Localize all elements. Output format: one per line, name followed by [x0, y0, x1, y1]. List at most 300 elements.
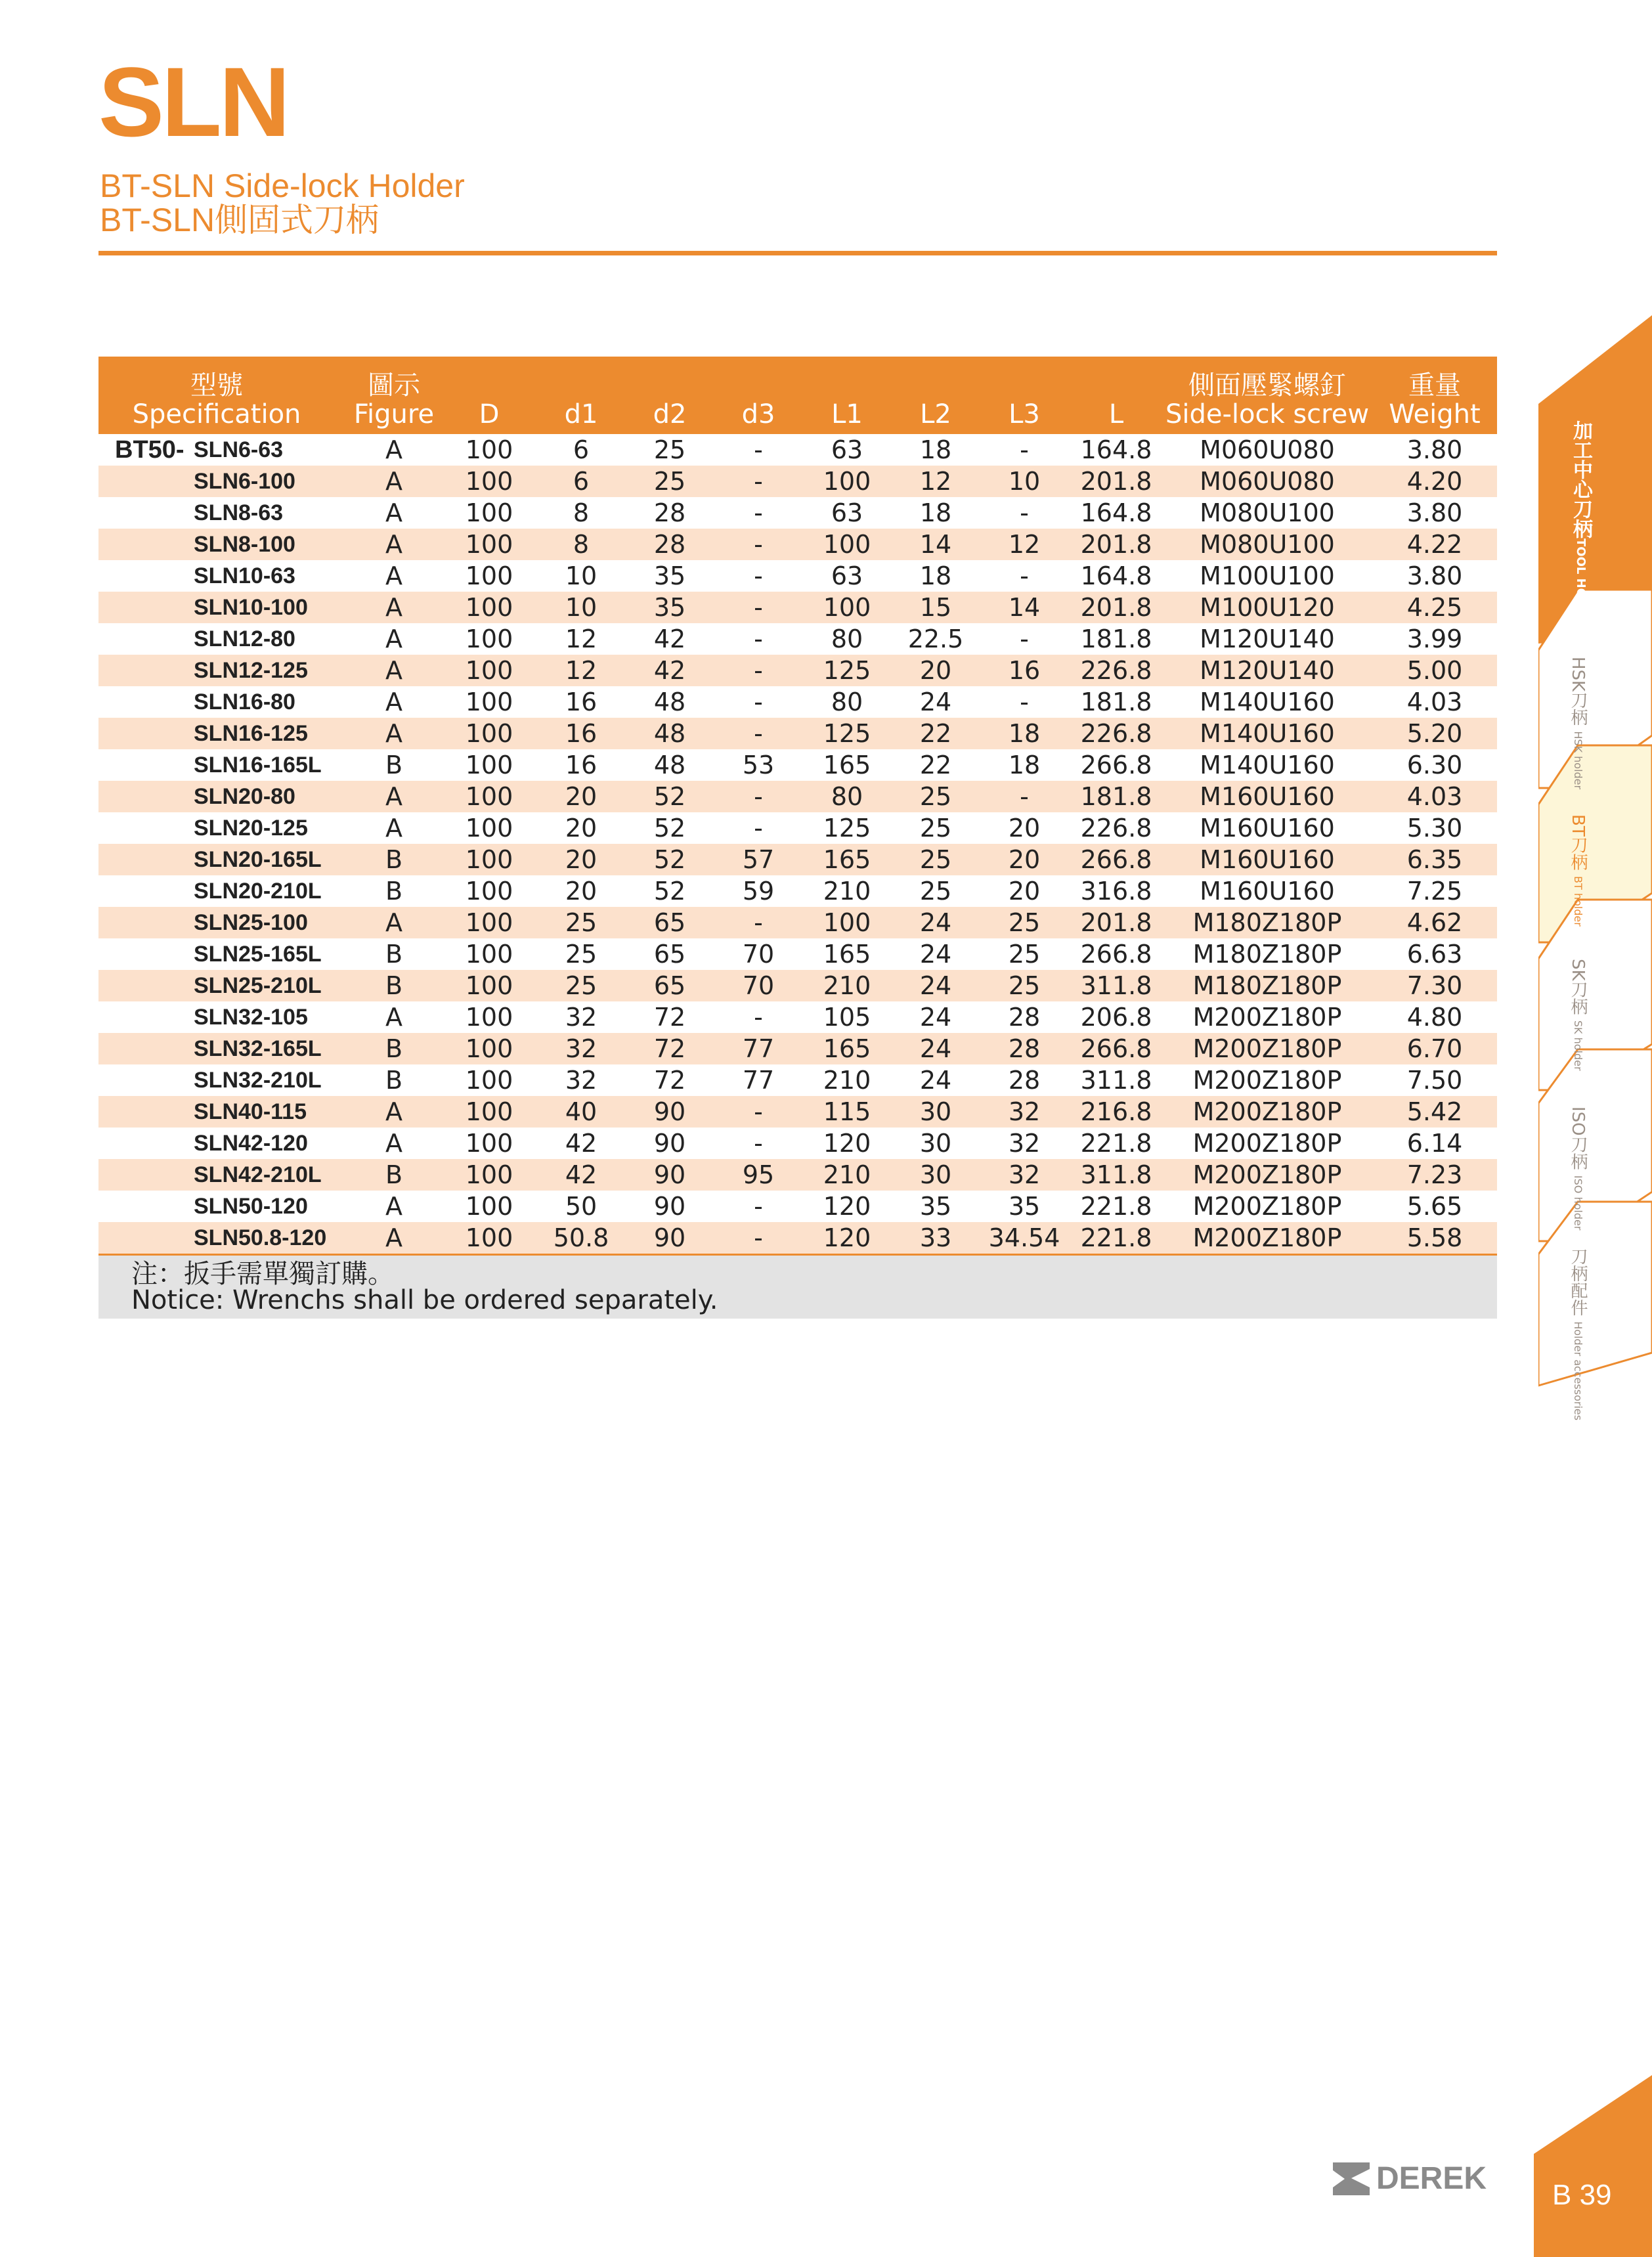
cell-L2: 33 [919, 1223, 952, 1252]
cell-d2: 52 [653, 782, 686, 811]
cell-L1: 165 [823, 940, 871, 969]
cell-spec: SLN42-210L [194, 1162, 322, 1187]
cell-screw: M140U160 [1200, 719, 1335, 748]
cell-D: 100 [465, 656, 513, 685]
cell-d3: 77 [742, 1066, 775, 1095]
cell-D: 100 [465, 971, 513, 1000]
cell-L3: - [1020, 688, 1029, 716]
cell-weight: 5.42 [1406, 1097, 1463, 1126]
cell-L: 311.8 [1080, 1066, 1152, 1095]
cell-L3: 16 [1008, 656, 1041, 685]
cell-figure: A [385, 530, 402, 559]
cell-figure: A [385, 1003, 402, 1032]
cell-L3: 20 [1008, 845, 1041, 874]
cell-spec: SLN32-165L [194, 1036, 322, 1061]
cell-L3: - [1020, 782, 1029, 811]
cell-d1: 50.8 [553, 1223, 609, 1252]
model-prefix: BT50- [115, 436, 185, 464]
cell-L1: 210 [823, 971, 871, 1000]
cell-d3: - [754, 467, 763, 496]
cell-figure: A [385, 1192, 402, 1221]
cell-d1: 40 [565, 1097, 598, 1126]
cell-screw: M200Z180P [1192, 1129, 1342, 1158]
cell-L2: 18 [919, 498, 952, 527]
cell-d2: 90 [653, 1097, 686, 1126]
cell-weight: 7.30 [1406, 971, 1463, 1000]
cell-d1: 25 [565, 971, 598, 1000]
cell-screw: M080U100 [1200, 498, 1335, 527]
cell-D: 100 [465, 814, 513, 843]
cell-L2: 22 [919, 751, 952, 779]
cell-d2: 52 [653, 814, 686, 843]
cell-L3: 18 [1008, 719, 1041, 748]
cell-figure: A [385, 1097, 402, 1126]
cell-screw: M140U160 [1200, 688, 1335, 716]
cell-d3: - [754, 656, 763, 685]
cell-d1: 12 [565, 625, 598, 653]
cell-d3: 57 [742, 845, 775, 874]
cell-L3: - [1020, 561, 1029, 590]
cell-weight: 3.80 [1406, 435, 1463, 464]
cell-L1: 125 [823, 656, 871, 685]
cell-L3: 12 [1008, 530, 1041, 559]
cell-figure: A [385, 656, 402, 685]
cell-L1: 120 [823, 1192, 871, 1221]
cell-L1: 115 [823, 1097, 871, 1126]
cell-L: 181.8 [1080, 782, 1152, 811]
cell-L3: 18 [1008, 751, 1041, 779]
cell-L: 266.8 [1080, 940, 1152, 969]
cell-L1: 105 [823, 1003, 871, 1032]
cell-weight: 6.14 [1406, 1129, 1463, 1158]
cell-L: 221.8 [1080, 1192, 1152, 1221]
table-row [98, 781, 1497, 812]
header-screw-en: Side-lock screw [1165, 399, 1370, 429]
cell-L1: 63 [831, 498, 863, 527]
cell-d3: - [754, 1097, 763, 1126]
cell-weight: 5.30 [1406, 814, 1463, 843]
cell-figure: A [385, 561, 402, 590]
table-row [98, 623, 1497, 655]
cell-figure: A [385, 498, 402, 527]
cell-spec: SLN50.8-120 [194, 1225, 327, 1250]
cell-figure: A [385, 719, 402, 748]
cell-d2: 42 [653, 656, 686, 685]
cell-L: 201.8 [1080, 467, 1152, 496]
table-row [98, 718, 1497, 749]
cell-d2: 48 [653, 751, 686, 779]
cell-L2: 24 [919, 908, 952, 937]
cell-L2: 20 [919, 656, 952, 685]
table-row [98, 560, 1497, 592]
cell-L1: 125 [823, 814, 871, 843]
cell-screw: M200Z180P [1192, 1097, 1342, 1126]
cell-weight: 7.23 [1406, 1160, 1463, 1189]
cell-spec: SLN20-165L [194, 847, 322, 872]
cell-L2: 12 [919, 467, 952, 496]
notice-box [98, 1256, 1497, 1319]
cell-d2: 90 [653, 1129, 686, 1158]
cell-d3: - [754, 1223, 763, 1252]
cell-d1: 20 [565, 877, 598, 906]
cell-D: 100 [465, 530, 513, 559]
cell-L: 221.8 [1080, 1129, 1152, 1158]
cell-d1: 10 [565, 593, 598, 622]
cell-d2: 72 [653, 1034, 686, 1063]
cell-L1: 210 [823, 1160, 871, 1189]
cell-L2: 25 [919, 877, 952, 906]
cell-d1: 16 [565, 751, 598, 779]
cell-L2: 30 [919, 1160, 952, 1189]
table-row [98, 970, 1497, 1001]
header-L1: L1 [831, 399, 863, 429]
cell-weight: 4.20 [1406, 467, 1463, 496]
header-d3: d3 [741, 399, 775, 429]
cell-spec: SLN12-80 [194, 626, 295, 651]
cell-weight: 3.99 [1406, 625, 1463, 653]
cell-weight: 5.20 [1406, 719, 1463, 748]
cell-L3: 25 [1008, 908, 1041, 937]
cell-D: 100 [465, 845, 513, 874]
cell-D: 100 [465, 498, 513, 527]
cell-d3: - [754, 1129, 763, 1158]
cell-spec: SLN20-80 [194, 784, 295, 809]
cell-D: 100 [465, 1223, 513, 1252]
cell-spec: SLN16-165L [194, 753, 322, 778]
cell-d3: 53 [742, 751, 775, 779]
page-number: B 39 [1552, 2179, 1612, 2211]
header-L2: L2 [920, 399, 951, 429]
cell-L: 201.8 [1080, 908, 1152, 937]
cell-screw: M200Z180P [1192, 1034, 1342, 1063]
cell-d2: 48 [653, 688, 686, 716]
header-weight-zh: 重量 [1408, 370, 1461, 401]
cell-L: 201.8 [1080, 530, 1152, 559]
cell-D: 100 [465, 1097, 513, 1126]
cell-L3: 35 [1008, 1192, 1041, 1221]
table-row [98, 938, 1497, 970]
cell-L1: 210 [823, 877, 871, 906]
cell-L: 266.8 [1080, 845, 1152, 874]
cell-D: 100 [465, 561, 513, 590]
cell-L2: 24 [919, 688, 952, 716]
cell-spec: SLN25-165L [194, 942, 322, 967]
table-row [98, 1222, 1497, 1254]
cell-weight: 5.00 [1406, 656, 1463, 685]
cell-D: 100 [465, 877, 513, 906]
cell-d3: - [754, 435, 763, 464]
cell-L: 311.8 [1080, 971, 1152, 1000]
cell-screw: M160U160 [1200, 782, 1335, 811]
cell-d2: 25 [653, 435, 686, 464]
cell-L1: 63 [831, 561, 863, 590]
cell-figure: A [385, 688, 402, 716]
cell-weight: 6.35 [1406, 845, 1463, 874]
cell-d1: 16 [565, 688, 598, 716]
cell-L2: 24 [919, 1003, 952, 1032]
header-weight [1372, 357, 1497, 434]
cell-screw: M200Z180P [1192, 1003, 1342, 1032]
cell-screw: M160U160 [1200, 814, 1335, 843]
cell-spec: SLN32-105 [194, 1005, 308, 1030]
cell-figure: A [385, 908, 402, 937]
cell-weight: 3.80 [1406, 561, 1463, 590]
cell-D: 100 [465, 719, 513, 748]
cell-d2: 65 [653, 971, 686, 1000]
cell-d1: 20 [565, 814, 598, 843]
subtitle-en: BT-SLN Side-lock Holder [100, 167, 465, 204]
table-row [98, 592, 1497, 623]
cell-d2: 25 [653, 467, 686, 496]
cell-L2: 24 [919, 940, 952, 969]
cell-figure: B [385, 1034, 403, 1063]
cell-d1: 42 [565, 1129, 598, 1158]
cell-weight: 3.80 [1406, 498, 1463, 527]
cell-figure: A [385, 1129, 402, 1158]
table-row [98, 686, 1497, 718]
notice-zh: 注：扳手需單獨訂購。 [131, 1259, 394, 1289]
header-L: L [1108, 399, 1124, 429]
spec-table [98, 357, 1497, 1319]
cell-screw: M200Z180P [1192, 1160, 1342, 1189]
cell-D: 100 [465, 688, 513, 716]
cell-d2: 52 [653, 845, 686, 874]
category-sidebar [1538, 315, 1652, 1392]
sidebar-label-accessories: 刀柄配件 Holder accessories [1568, 1248, 1588, 1421]
cell-L3: 20 [1008, 877, 1041, 906]
cell-screw: M200Z180P [1192, 1223, 1342, 1252]
cell-d3: - [754, 688, 763, 716]
cell-figure: A [385, 435, 402, 464]
sidebar-active-label: 加工中心刀柄TOOL HOLDERS [1569, 420, 1592, 642]
cell-L3: 28 [1008, 1066, 1041, 1095]
cell-D: 100 [465, 467, 513, 496]
cell-L1: 80 [831, 688, 863, 716]
sidebar-label-iso: ISO刀柄 ISO holder [1568, 1107, 1588, 1231]
cell-screw: M100U100 [1200, 561, 1335, 590]
cell-spec: SLN20-210L [194, 879, 322, 904]
cell-figure: A [385, 467, 402, 496]
cell-figure: A [385, 814, 402, 843]
cell-d1: 32 [565, 1034, 598, 1063]
cell-weight: 5.65 [1406, 1192, 1463, 1221]
cell-d3: - [754, 1192, 763, 1221]
cell-D: 100 [465, 908, 513, 937]
cell-d2: 65 [653, 940, 686, 969]
cell-screw: M100U120 [1200, 593, 1335, 622]
sidebar-label-sk: SK刀柄 SK holder [1568, 959, 1588, 1071]
brand-logo [1333, 2160, 1487, 2197]
cell-spec: SLN12-125 [194, 658, 308, 683]
cell-d2: 35 [653, 561, 686, 590]
header-side-lock-screw [1162, 357, 1372, 434]
cell-L3: 32 [1008, 1129, 1041, 1158]
cell-figure: B [385, 1160, 403, 1189]
subtitle-zh: BT-SLN側固式刀柄 [100, 202, 380, 238]
cell-L1: 165 [823, 1034, 871, 1063]
table-row [98, 875, 1497, 907]
cell-L1: 80 [831, 625, 863, 653]
cell-weight: 4.03 [1406, 688, 1463, 716]
cell-screw: M200Z180P [1192, 1192, 1342, 1221]
cell-d2: 52 [653, 877, 686, 906]
cell-d2: 28 [653, 498, 686, 527]
cell-L3: 28 [1008, 1034, 1041, 1063]
cell-d3: 59 [742, 877, 775, 906]
table-row [98, 1001, 1497, 1033]
cell-spec: SLN25-100 [194, 910, 308, 935]
cell-D: 100 [465, 751, 513, 779]
cell-d3: 77 [742, 1034, 775, 1063]
header-d2: d2 [653, 399, 687, 429]
cell-L1: 100 [823, 593, 871, 622]
cell-d1: 20 [565, 845, 598, 874]
header-screw-zh: 側面壓緊螺釘 [1188, 370, 1346, 401]
cell-screw: M060U080 [1200, 435, 1335, 464]
cell-d1: 32 [565, 1066, 598, 1095]
cell-L3: - [1020, 625, 1029, 653]
cell-d2: 65 [653, 908, 686, 937]
cell-D: 100 [465, 435, 513, 464]
cell-d1: 50 [565, 1192, 598, 1221]
cell-figure: A [385, 625, 402, 653]
cell-d3: - [754, 814, 763, 843]
cell-L3: 32 [1008, 1097, 1041, 1126]
derek-logo-icon [1333, 2162, 1370, 2195]
cell-L2: 14 [919, 530, 952, 559]
cell-spec: SLN42-120 [194, 1131, 308, 1156]
cell-screw: M160U160 [1200, 877, 1335, 906]
table-row [98, 1128, 1497, 1159]
cell-weight: 6.63 [1406, 940, 1463, 969]
cell-L1: 165 [823, 751, 871, 779]
cell-L: 164.8 [1080, 435, 1152, 464]
cell-D: 100 [465, 1129, 513, 1158]
cell-d2: 42 [653, 625, 686, 653]
cell-D: 100 [465, 1034, 513, 1063]
cell-spec: SLN8-100 [194, 532, 295, 557]
cell-L2: 25 [919, 814, 952, 843]
cell-d2: 90 [653, 1192, 686, 1221]
cell-L: 206.8 [1080, 1003, 1152, 1032]
cell-D: 100 [465, 1003, 513, 1032]
cell-L: 226.8 [1080, 814, 1152, 843]
cell-d2: 35 [653, 593, 686, 622]
cell-d2: 72 [653, 1003, 686, 1032]
header-fig-zh: 圖示 [368, 370, 420, 401]
cell-figure: B [385, 1066, 403, 1095]
table-header [98, 357, 1497, 434]
header-fig-en: Figure [353, 399, 435, 429]
cell-L2: 24 [919, 971, 952, 1000]
cell-screw: M080U100 [1200, 530, 1335, 559]
cell-D: 100 [465, 625, 513, 653]
table-row [98, 655, 1497, 686]
table-row [98, 1096, 1497, 1128]
cell-weight: 6.30 [1406, 751, 1463, 779]
cell-D: 100 [465, 1192, 513, 1221]
cell-L3: - [1020, 498, 1029, 527]
table-row [98, 907, 1497, 938]
cell-d3: 95 [742, 1160, 775, 1189]
cell-L: 266.8 [1080, 1034, 1152, 1063]
header-spec-en: Specification [132, 399, 301, 429]
cell-D: 100 [465, 782, 513, 811]
cell-L3: 25 [1008, 940, 1041, 969]
cell-weight: 4.25 [1406, 593, 1463, 622]
cell-d3: - [754, 561, 763, 590]
cell-d3: - [754, 498, 763, 527]
table-row [98, 497, 1497, 529]
page-title: SLN [98, 47, 288, 157]
cell-L: 164.8 [1080, 498, 1152, 527]
cell-spec: SLN25-210L [194, 973, 322, 998]
cell-L3: 20 [1008, 814, 1041, 843]
cell-weight: 6.70 [1406, 1034, 1463, 1063]
cell-screw: M060U080 [1200, 467, 1335, 496]
cell-D: 100 [465, 593, 513, 622]
cell-d3: - [754, 530, 763, 559]
table-row [98, 1191, 1497, 1222]
cell-figure: A [385, 593, 402, 622]
cell-weight: 4.80 [1406, 1003, 1463, 1032]
cell-L1: 120 [823, 1129, 871, 1158]
cell-screw: M180Z180P [1192, 971, 1342, 1000]
cell-d3: - [754, 593, 763, 622]
cell-screw: M160U160 [1200, 845, 1335, 874]
cell-L: 226.8 [1080, 656, 1152, 685]
cell-d3: - [754, 625, 763, 653]
cell-d3: 70 [742, 940, 775, 969]
cell-L1: 210 [823, 1066, 871, 1095]
table-row [98, 529, 1497, 560]
cell-d1: 16 [565, 719, 598, 748]
cell-L: 164.8 [1080, 561, 1152, 590]
cell-d2: 72 [653, 1066, 686, 1095]
cell-L2: 18 [919, 435, 952, 464]
cell-L: 181.8 [1080, 625, 1152, 653]
brand-name: DEREK [1376, 2161, 1487, 2196]
table-row [98, 1064, 1497, 1096]
cell-L2: 24 [919, 1066, 952, 1095]
cell-L: 221.8 [1080, 1223, 1152, 1252]
cell-spec: SLN10-100 [194, 595, 308, 620]
cell-spec: SLN50-120 [194, 1194, 308, 1219]
cell-L: 316.8 [1080, 877, 1152, 906]
cell-L1: 100 [823, 467, 871, 496]
title-divider [98, 251, 1497, 255]
cell-d3: - [754, 908, 763, 937]
cell-spec: SLN16-125 [194, 721, 308, 746]
table-row [98, 844, 1497, 875]
cell-L2: 24 [919, 1034, 952, 1063]
header-L3: L3 [1009, 399, 1040, 429]
notice-en: Notice: Wrenchs shall be ordered separately. [131, 1285, 718, 1315]
cell-d1: 42 [565, 1160, 598, 1189]
table-row [98, 1159, 1497, 1191]
header-spec-zh: 型號 [190, 370, 243, 401]
cell-d1: 12 [565, 656, 598, 685]
cell-d3: - [754, 719, 763, 748]
cell-spec: SLN32-210L [194, 1068, 322, 1093]
header-figure [348, 357, 440, 434]
cell-L2: 25 [919, 782, 952, 811]
cell-spec: SLN10-63 [194, 563, 295, 588]
cell-spec: SLN8-63 [194, 500, 284, 525]
cell-d3: - [754, 1003, 763, 1032]
cell-d3: 70 [742, 971, 775, 1000]
cell-L2: 22 [919, 719, 952, 748]
